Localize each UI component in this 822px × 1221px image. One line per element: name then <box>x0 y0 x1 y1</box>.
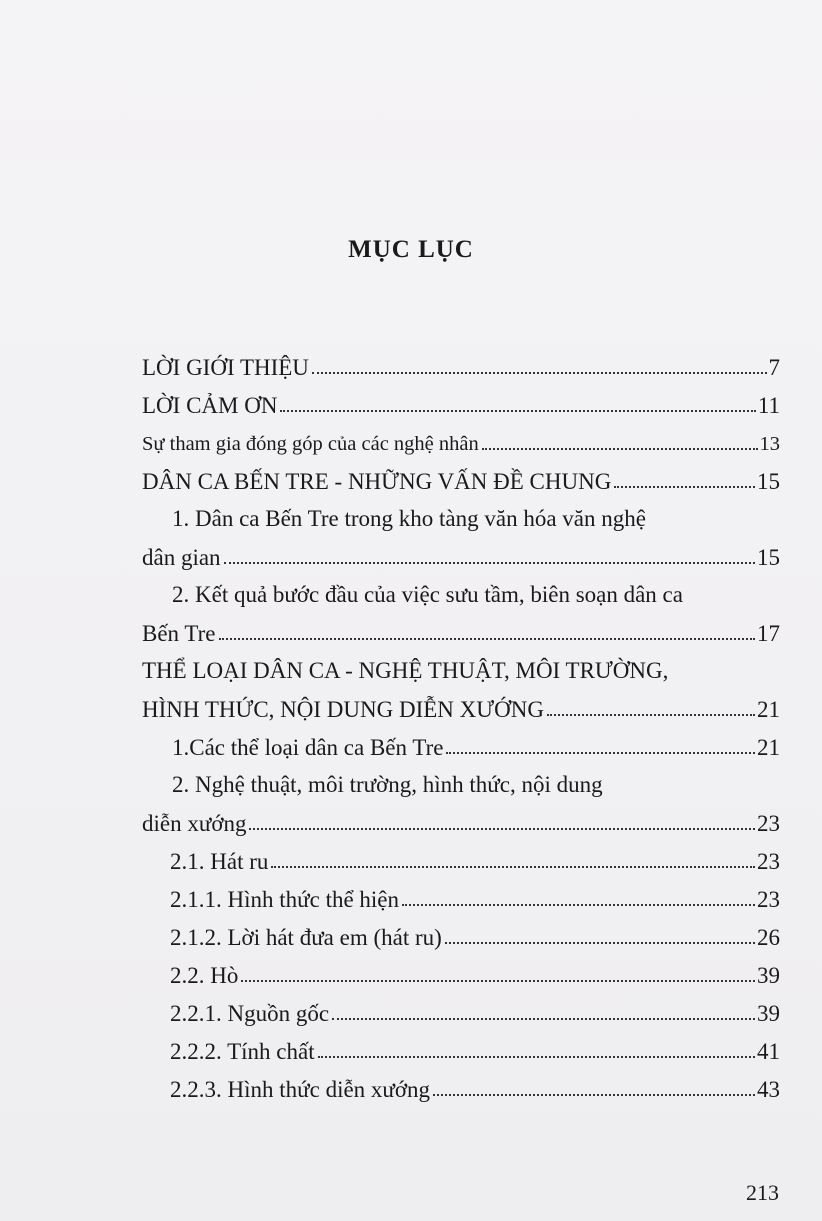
dot-leader <box>547 714 755 716</box>
toc-entry-title: 2.1.1. Hình thức thể hiện <box>170 886 400 912</box>
dot-leader <box>433 1094 755 1096</box>
dot-leader <box>241 980 755 982</box>
toc-page-number: 13 <box>759 433 780 456</box>
dot-leader <box>446 752 755 754</box>
toc-entry-loi-hat-dua-em[interactable] <box>142 912 780 950</box>
toc-page-number: 41 <box>757 1038 780 1064</box>
toc-page-number: 21 <box>757 696 780 722</box>
toc-entry-ho[interactable] <box>142 950 780 988</box>
toc-entry-dien-xuong[interactable] <box>142 798 780 836</box>
toc-entry-title: 1.Các thể loại dân ca Bến Tre <box>172 734 444 760</box>
toc-entry-title: LỜI GIỚI THIỆU <box>142 354 309 380</box>
dot-leader <box>219 638 756 640</box>
toc-page-number: 23 <box>757 810 780 836</box>
page-title: MỤC LỤC <box>348 236 474 263</box>
toc-entry-lead: THỂ LOẠI DÂN CA - NGHỆ THUẬT, MÔI TRƯỜNG, <box>142 658 669 683</box>
toc-entry-title: Bến Tre <box>142 620 216 646</box>
toc-entry-title: 2.2. Hò <box>170 962 239 988</box>
dot-leader <box>445 942 755 944</box>
toc-entry-title: HÌNH THỨC, NỘI DUNG DIỄN XƯỚNG <box>142 696 544 722</box>
toc-entry-lead: 2. Nghệ thuật, môi trường, hình thức, nội dung <box>172 772 603 797</box>
dot-leader <box>312 372 767 374</box>
toc-entry-the-loai[interactable] <box>142 684 780 722</box>
toc-entry-hat-ru[interactable] <box>142 836 780 874</box>
toc-page-number: 15 <box>757 468 780 494</box>
toc-page-number: 23 <box>757 848 780 874</box>
toc-page-number: 26 <box>757 924 780 950</box>
toc-entry-title: DÂN CA BẾN TRE - NHỮNG VẤN ĐỀ CHUNG <box>142 468 612 494</box>
toc-entry-dan-gian[interactable] <box>142 532 780 570</box>
toc-entry-title: dân gian <box>142 544 221 570</box>
dot-leader <box>224 562 755 564</box>
toc-entry-lead: 1. Dân ca Bến Tre trong kho tàng văn hóa văn nghệ <box>172 506 646 531</box>
toc-entry-nghe-nhan[interactable] <box>142 418 780 456</box>
toc-entry-hinh-thuc-the-hien[interactable] <box>142 874 780 912</box>
dot-leader <box>402 904 755 906</box>
toc-page-number: 15 <box>757 544 780 570</box>
toc-entry-loi-gioi-thieu[interactable] <box>142 342 780 380</box>
toc-entry-title: Sự tham gia đóng góp của các nghệ nhân <box>142 433 479 456</box>
toc-page-number: 39 <box>757 1000 780 1026</box>
dot-leader <box>318 1056 755 1058</box>
toc-page-number: 23 <box>757 886 780 912</box>
dot-leader <box>482 448 758 450</box>
toc-entry-dan-ca-ben-tre[interactable] <box>142 456 780 494</box>
dot-leader <box>614 486 755 488</box>
toc-page-number: 21 <box>757 734 780 760</box>
dot-leader <box>332 1018 755 1020</box>
toc-page-number: 11 <box>757 392 780 418</box>
table-of-contents <box>142 342 780 1102</box>
toc-page-number: 17 <box>757 620 780 646</box>
toc-entry-cac-the-loai[interactable] <box>142 722 780 760</box>
toc-entry-title: 2.2.2. Tính chất <box>170 1038 315 1064</box>
toc-entry-ben-tre[interactable] <box>142 608 780 646</box>
toc-entry-loi-cam-on[interactable] <box>142 380 780 418</box>
toc-page-number: 39 <box>757 962 780 988</box>
dot-leader <box>280 410 755 412</box>
toc-entry-tinh-chat[interactable] <box>142 1026 780 1064</box>
toc-entry-title: LỜI CẢM ƠN <box>142 392 278 418</box>
toc-entry-lead: 2. Kết quả bước đầu của việc sưu tầm, biên soạn dân ca <box>172 582 683 607</box>
toc-entry-title: 2.1. Hát ru <box>170 848 269 874</box>
dot-leader <box>271 866 755 868</box>
toc-entry-title: 2.2.1. Nguồn gốc <box>170 1000 330 1026</box>
toc-entry-hinh-thuc-dien-xuong[interactable] <box>142 1064 780 1102</box>
toc-entry-title: 2.2.3. Hình thức diễn xướng <box>170 1076 431 1102</box>
toc-entry-title: 2.1.2. Lời hát đưa em (hát ru) <box>170 924 442 950</box>
dot-leader <box>249 828 755 830</box>
toc-entry-title: diễn xướng <box>142 810 247 836</box>
toc-page-number: 43 <box>757 1076 780 1102</box>
toc-page-number: 7 <box>768 354 780 380</box>
page-number: 213 <box>746 1180 779 1205</box>
toc-entry-nguon-goc[interactable] <box>142 988 780 1026</box>
